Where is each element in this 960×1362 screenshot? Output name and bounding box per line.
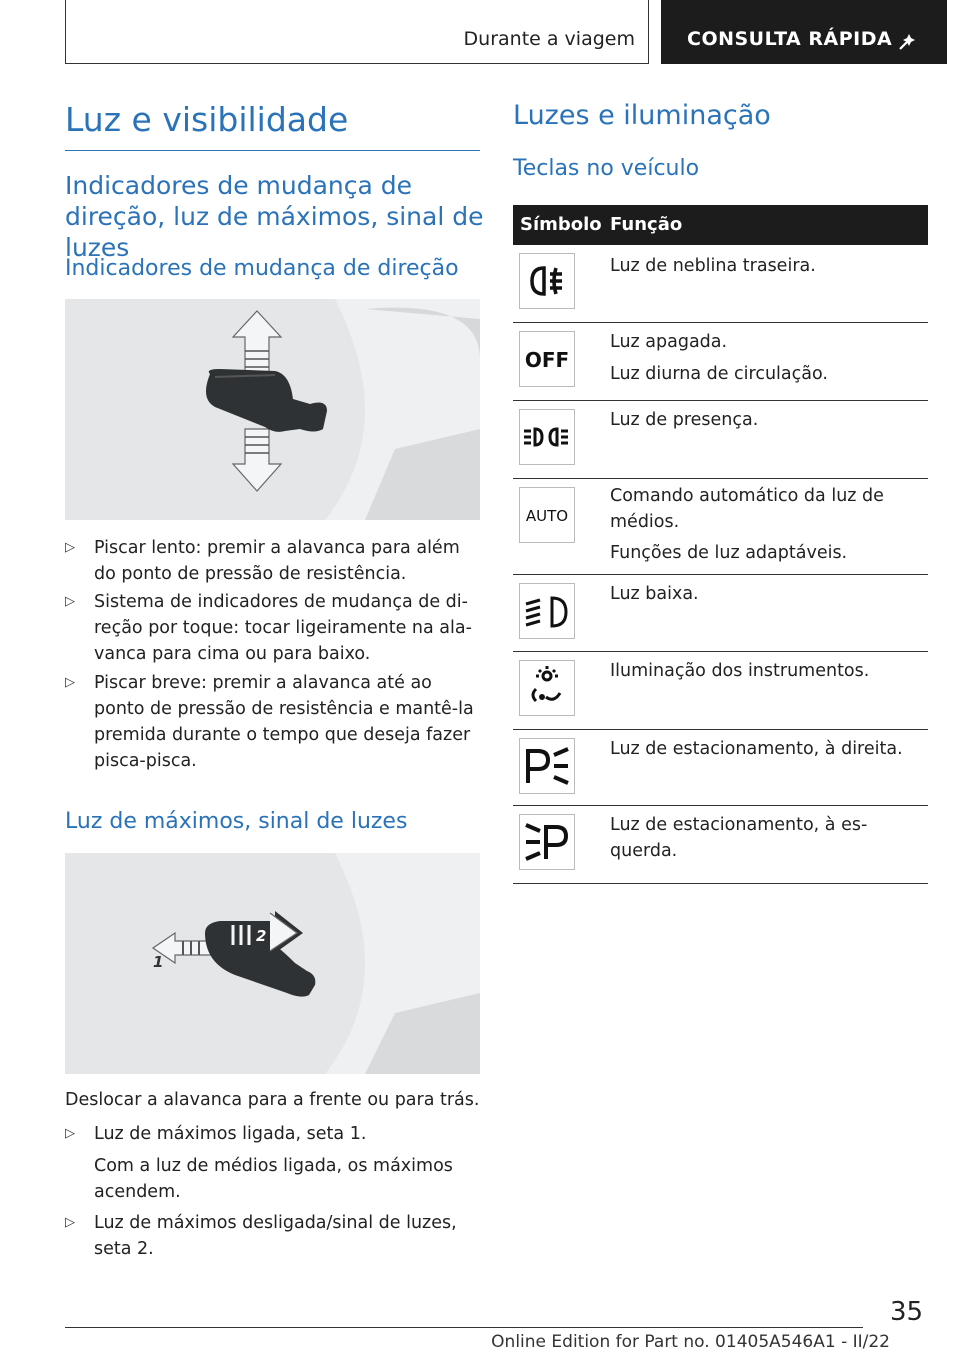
function-text: Luz de estacionamento, à esquerda. (610, 815, 868, 861)
quick-reference-icon (897, 28, 921, 52)
table-row (513, 806, 928, 884)
bullet-triangle-icon: ▷ (65, 594, 75, 609)
list-item-note: Com a luz de médios ligada, os máximos acendem. (94, 1156, 453, 1202)
turn-signal-heading: Indicadores de mudança de direção (65, 256, 459, 281)
parking-light-left-icon (519, 814, 575, 870)
table-row (513, 323, 928, 401)
list-item: ▷ Luz de máximos desligada/sinal de luzes, seta 2. (65, 1210, 485, 1262)
auto-label: AUTO (525, 507, 569, 525)
function-text: Funções de luz adaptáveis. (610, 543, 848, 563)
bullet-triangle-icon: ▷ (65, 1215, 75, 1230)
header-divider-right (648, 0, 649, 64)
table-row (513, 652, 928, 730)
instrument-lighting-icon (519, 660, 575, 716)
arrow-2-label: 2 (256, 927, 267, 945)
quick-reference-tab[interactable] (661, 0, 947, 64)
arrow-1-label: 1 (153, 953, 164, 971)
function-text: Luz apagada. (610, 332, 728, 352)
paragraph: Deslocar a alavanca para a frente ou para trás. (65, 1090, 480, 1110)
function-text: Iluminação dos instrumentos. (610, 661, 870, 681)
bullet-triangle-icon: ▷ (65, 540, 75, 555)
list-item: ▷ Sistema de indicadores de mudança de direção por toque: tocar ligeiramente na alavanca para cima ou para baixo. (65, 589, 485, 667)
table-row (513, 730, 928, 806)
tab-label: CONSULTA RÁPIDA (687, 28, 893, 50)
high-beam-lever-illustration (65, 853, 480, 1074)
list-item: ▷ Luz de máximos ligada, seta 1. (65, 1121, 485, 1147)
table-row (513, 479, 928, 575)
low-beam-icon (519, 583, 575, 639)
column-header-function: Função (610, 214, 683, 235)
header-divider-left (65, 0, 66, 64)
function-text: Comando automático da luz de médios. (610, 486, 884, 532)
auto-headlight-icon (519, 487, 575, 543)
title-rule (65, 150, 480, 151)
function-text: Luz de neblina traseira. (610, 256, 816, 276)
bullet-triangle-icon: ▷ (65, 1126, 75, 1141)
page-title: Luz e visibilidade (65, 100, 349, 139)
function-text: Luz baixa. (610, 584, 699, 604)
function-text: Luz de presença. (610, 410, 759, 430)
function-text: Luz diurna de circulação. (610, 364, 828, 384)
function-text: Luz de estacionamento, à direita. (610, 739, 903, 759)
turn-signal-lever-illustration (65, 299, 480, 520)
section-heading: Indicadores de mudança de direção, luz de máximos, sinal de luzes (65, 171, 484, 262)
high-beam-heading: Luz de máximos, sinal de luzes (65, 809, 408, 834)
list-item: ▷ Piscar breve: premir a alavanca até ao ponto de pressão de resistência e mantê-la premida durante o tempo que deseja fazer pisca-pisca. (65, 670, 485, 774)
column-header-symbol: Símbolo (520, 214, 602, 235)
table-row (513, 245, 928, 323)
parking-light-right-icon (519, 738, 575, 794)
rear-fog-light-icon (519, 253, 575, 309)
vehicle-buttons-heading: Teclas no veículo (513, 156, 700, 181)
page-number: 35 (890, 1297, 924, 1327)
table-header (513, 205, 928, 245)
table-row (513, 401, 928, 479)
table-row (513, 575, 928, 652)
lights-off-icon (519, 331, 575, 387)
parking-lights-icon (519, 409, 575, 465)
footer-rule (65, 1327, 863, 1328)
section-title: Durante a viagem (463, 28, 635, 50)
lights-off-label: OFF (524, 348, 570, 372)
bullet-triangle-icon: ▷ (65, 675, 75, 690)
header-rule (65, 63, 649, 64)
edition-footer: Online Edition for Part no. 01405A546A1 - II/22 (491, 1332, 890, 1352)
lights-heading: Luzes e iluminação (513, 100, 771, 131)
list-item: ▷ Piscar lento: premir a alavanca para além do ponto de pressão de resistência. (65, 535, 485, 587)
